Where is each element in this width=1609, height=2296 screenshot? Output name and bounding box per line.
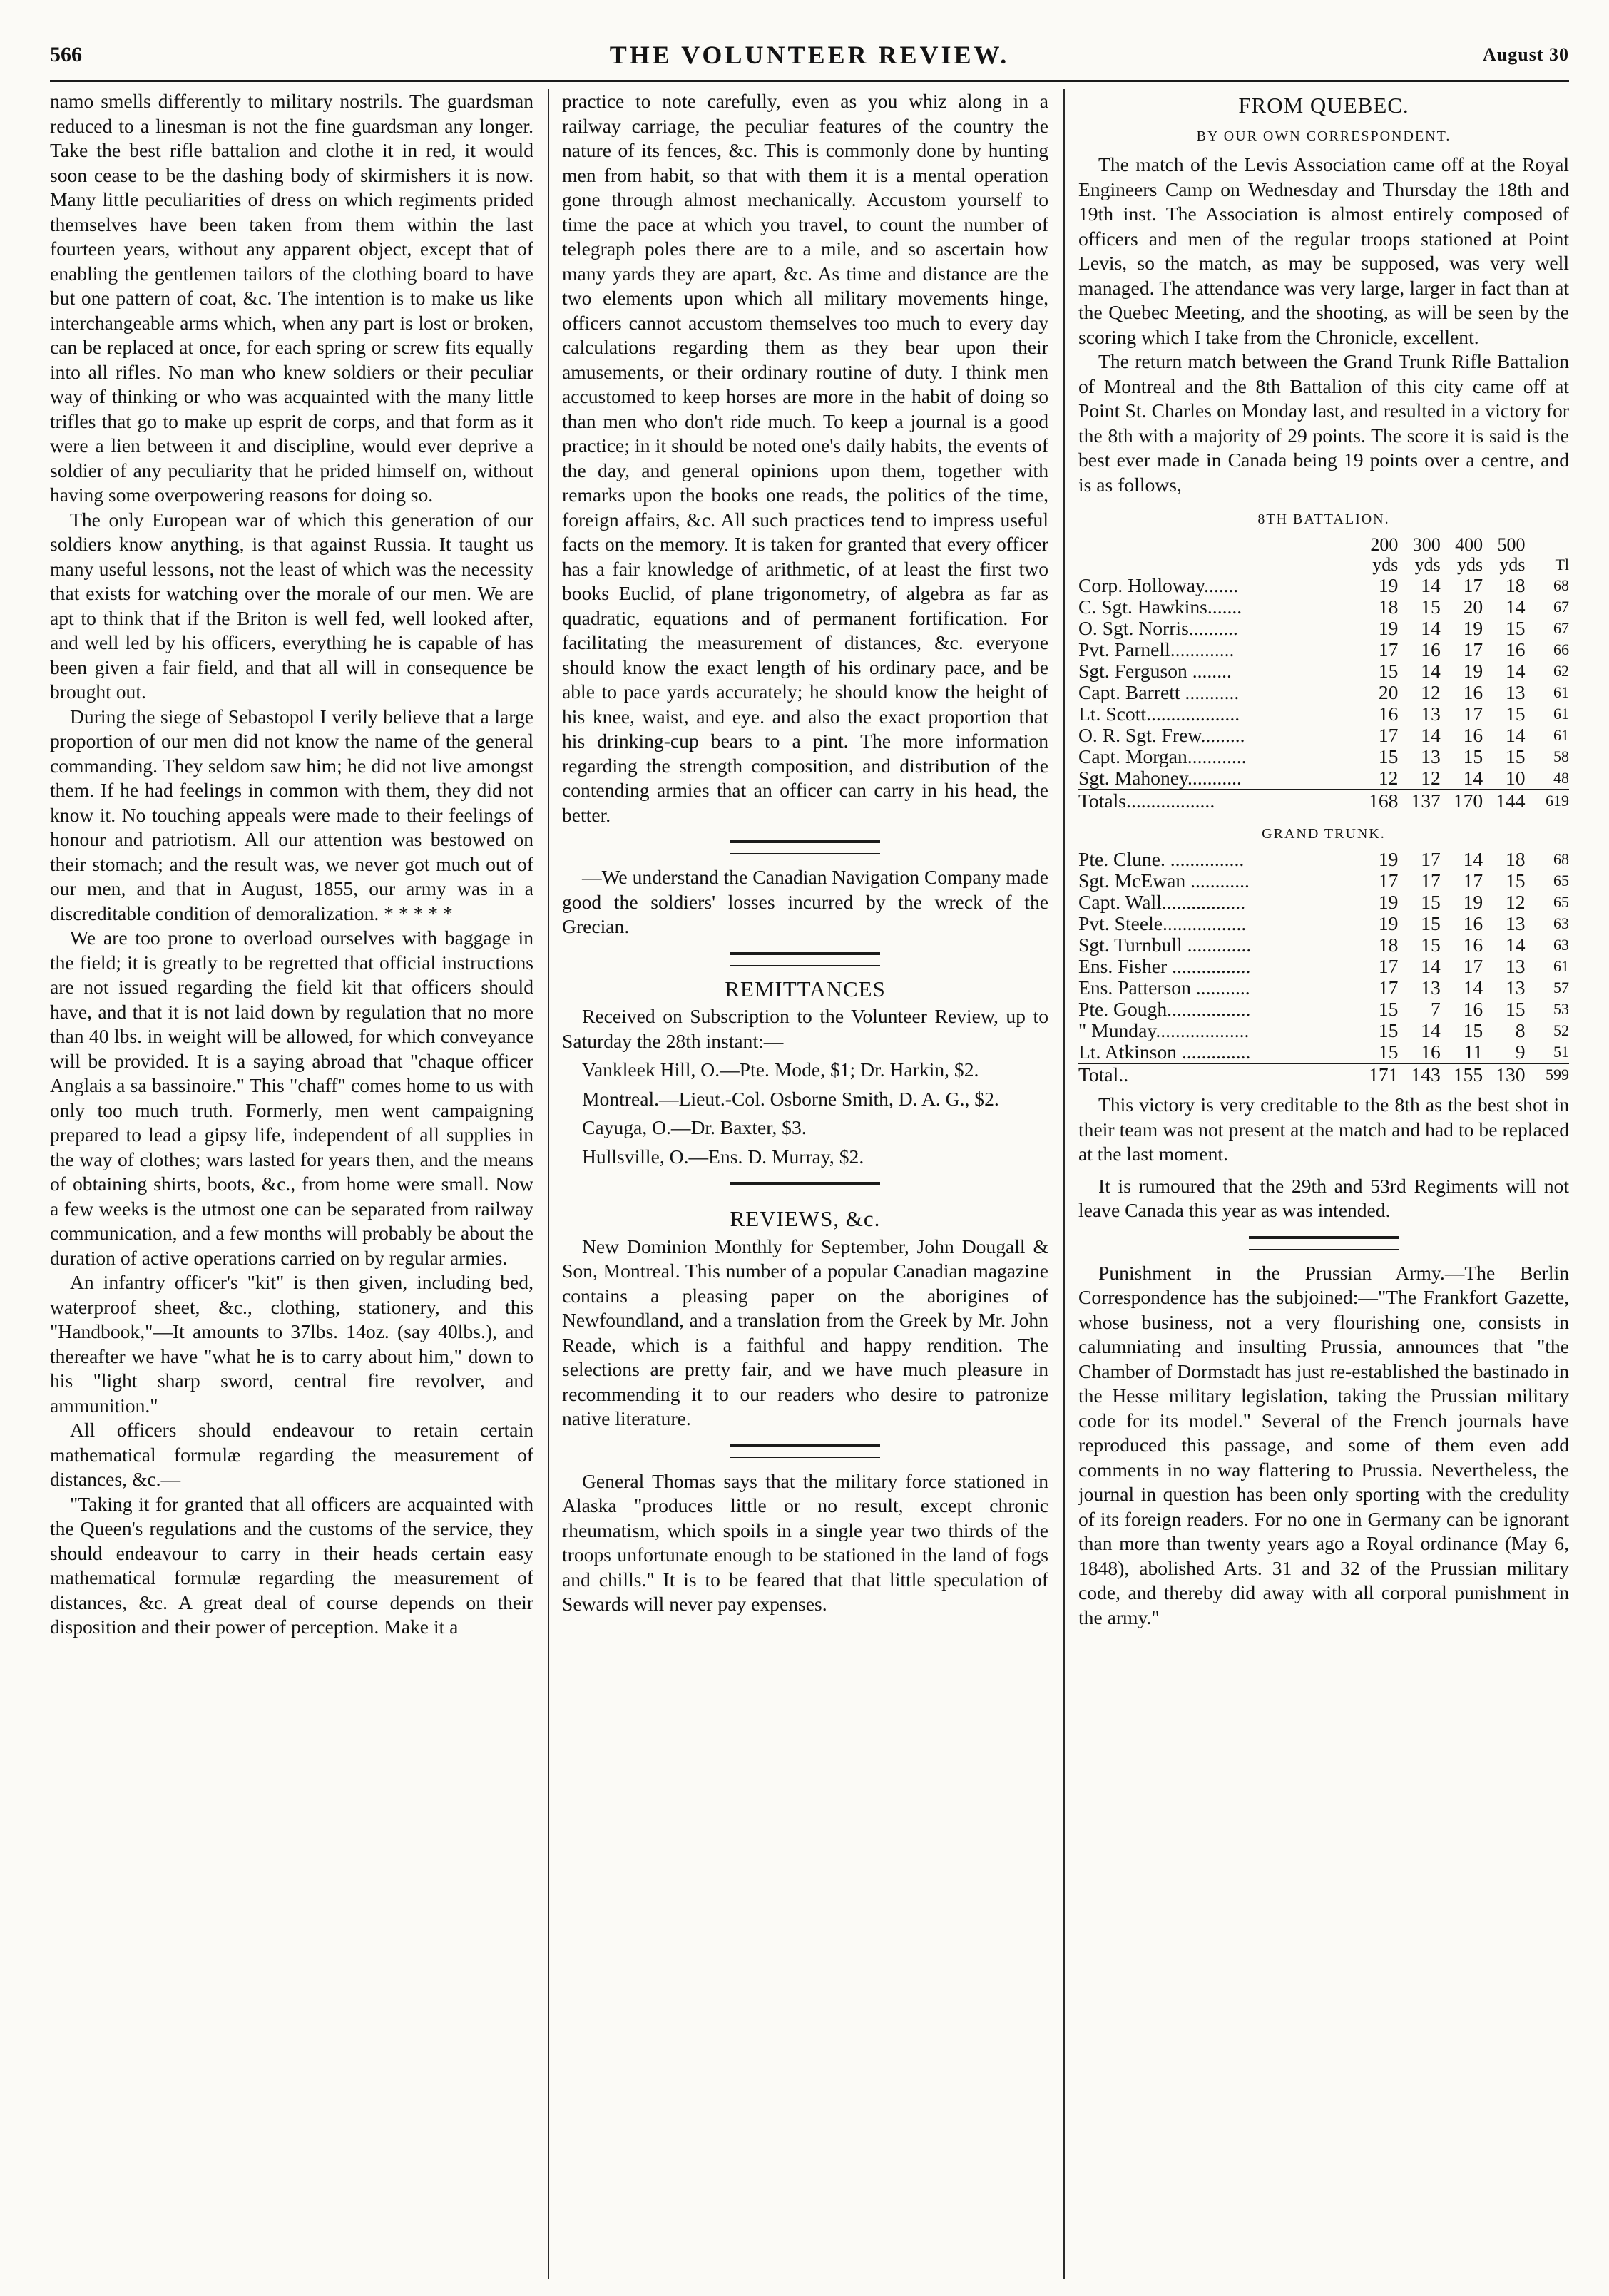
score-row — [1078, 660, 1569, 682]
shooter-name: Sgt. Mahoney........... — [1078, 766, 1242, 789]
shooter-total: 51 — [1553, 1043, 1569, 1061]
score-row — [1078, 934, 1569, 956]
range-score: 15 — [1463, 745, 1483, 767]
range-score: 16 — [1421, 638, 1441, 660]
article-paragraph: namo smells differently to military nostrils. The guardsman reduced to a linesman is not the fine guardsman any longer. Take the best rifle battalion and clothe it in red, it would soon cease to be the dashing body of skirmishers it is now. Many little peculiarities of dress on which regiments prided themselves have been taken from them within the last fourteen years, without any apparent object, except that of enabling the gentlemen tailors of the clothing board to have but one pattern of coat, &c. The intention is to make us like interchangeable arms which, when any part is lost or broken, can be replaced at once, for each spring or screw fits equally into all rifles. No man who knew soldiers or their peculiar way of thinking or who was acquainted with the many little trifles that go to make up esprit de corps, and that form as it were a lien between it and discipline, would ever deprive a soldier of any peculiarity that he prided himself on, without having some overpowering reasons for doing so. — [50, 90, 533, 506]
column-3 — [1078, 89, 1569, 2279]
shooter-name: Lt. Scott................... — [1078, 702, 1240, 725]
range-score: 12 — [1378, 766, 1399, 789]
range-score: 15 — [1378, 745, 1399, 767]
unit-label: yds — [1414, 553, 1441, 575]
shooter-name: Pvt. Steele................. — [1078, 912, 1247, 934]
grand-total: 619 — [1526, 790, 1569, 812]
range-score: 18 — [1505, 573, 1526, 596]
shooter-total: 63 — [1553, 936, 1569, 954]
score-row — [1078, 639, 1569, 660]
score-row — [1078, 870, 1569, 892]
page-number: 566 — [50, 43, 82, 66]
range-score: 14 — [1505, 934, 1526, 956]
correspondent-byline: BY OUR OWN CORRESPONDENT. — [1196, 128, 1451, 144]
range-score: 18 — [1505, 848, 1526, 870]
range-score: 7 — [1431, 998, 1441, 1020]
range-score: 18 — [1378, 595, 1399, 618]
range-score: 15 — [1505, 616, 1526, 639]
totals-row — [1078, 1063, 1569, 1086]
shooter-name: Ens. Patterson ........... — [1078, 976, 1250, 999]
range-score: 15 — [1378, 1019, 1399, 1041]
shooter-name: Capt. Morgan............ — [1078, 745, 1247, 767]
score-row — [1078, 1020, 1569, 1041]
range-score: 16 — [1463, 723, 1483, 746]
shooter-total: 62 — [1553, 661, 1569, 680]
unit-label: yds — [1372, 553, 1399, 575]
range-score: 18 — [1378, 934, 1399, 956]
eighth-battalion-score-table — [1078, 535, 1569, 812]
range-score: 19 — [1378, 616, 1399, 639]
article-paragraph: The only European war of which this generation of our soldiers know anything, is that against Russia. It taught us many useful lessons, not the least of which was the necessity that exists for watching over the morale of our men. We are apt to think that if the Briton is well fed, well looked after, and well led by his officers, everything he is capable of has been given a fair field, and that all will in consequence be brought out. — [50, 508, 533, 703]
column-divider — [1063, 89, 1065, 2279]
shooter-name: Corp. Holloway....... — [1078, 573, 1239, 596]
range-score: 14 — [1421, 1019, 1441, 1041]
section-divider — [1249, 1236, 1399, 1250]
range-score: 16 — [1421, 1041, 1441, 1063]
score-row — [1078, 956, 1569, 977]
masthead-title: THE VOLUNTEER REVIEW. — [609, 41, 1010, 69]
range-score: 17 — [1378, 638, 1399, 660]
score-row — [1078, 725, 1569, 746]
score-row — [1078, 746, 1569, 767]
shooter-name: Sgt. Turnbull ............. — [1078, 934, 1252, 956]
range-score: 19 — [1463, 616, 1483, 639]
range-score: 9 — [1515, 1041, 1526, 1063]
score-row — [1078, 618, 1569, 639]
range-score: 15 — [1421, 891, 1441, 913]
shooter-total: 57 — [1553, 979, 1569, 996]
remittances-intro: Received on Subscription to the Volunteer Review, up to Saturday the 28th instant:— — [562, 1005, 1048, 1052]
range-score: 15 — [1421, 912, 1441, 934]
range-score: 17 — [1378, 955, 1399, 977]
range-total: 137 — [1398, 790, 1440, 812]
article-paragraph: All officers should endeavour to retain certain mathematical formulæ regarding the measurement of distances, &c.— — [50, 1419, 533, 1490]
shooter-total: 65 — [1553, 872, 1569, 889]
unit-header-row — [1078, 555, 1569, 575]
range-score: 14 — [1421, 723, 1441, 746]
section-divider — [730, 952, 880, 966]
range-score: 17 — [1378, 723, 1399, 746]
range-label: 300 — [1412, 534, 1441, 555]
remittance-item: Vankleek Hill, O.—Pte. Mode, $1; Dr. Harkin, $2. — [582, 1058, 979, 1081]
shooter-total: 61 — [1553, 683, 1569, 701]
shooter-total: 48 — [1553, 768, 1569, 787]
range-score: 12 — [1421, 680, 1441, 703]
totals-label: Total.. — [1078, 1063, 1356, 1086]
grand-trunk-heading: GRAND TRUNK. — [1262, 825, 1386, 842]
range-score: 15 — [1505, 998, 1526, 1020]
range-label: 500 — [1497, 534, 1526, 555]
range-score: 16 — [1505, 638, 1526, 660]
shooter-name: Pte. Clune. ............... — [1078, 848, 1245, 870]
score-row — [1078, 977, 1569, 999]
article-paragraph: During the siege of Sebastopol I verily believe that a large proportion of our men did not know the name of the general commanding. They seldom saw him; he did not live amongst them. If he had feelings in common with them, they did not know it. No touching appeals were made to their feelings of honour and patriotism. All our attention was bestowed on their stomach; and the result was, we never got much out of our men, and that in August, 1855, our army was in a discreditable condition of demoralization. * * * * * — [50, 705, 533, 924]
remittances-heading: REMITTANCES — [725, 976, 886, 1001]
shooter-name: Sgt. McEwan ............ — [1078, 869, 1250, 892]
range-score: 15 — [1421, 934, 1441, 956]
range-total: 170 — [1441, 790, 1483, 812]
range-score: 17 — [1463, 955, 1483, 977]
range-score: 14 — [1421, 659, 1441, 682]
column-2 — [562, 89, 1048, 2279]
article-paragraph: An infantry officer's "kit" is then given, including bed, waterproof sheet, &c., clothing, stationery, and this "Handbook,"—It amounts to 37lbs. 14oz. (say 40lbs.), and thereafter we have "what he is to carry about him," down to his "light sharp sword, central fire revolver, and ammunition." — [50, 1271, 533, 1417]
shooter-name: Pte. Gough................. — [1078, 998, 1251, 1020]
score-row — [1078, 999, 1569, 1020]
reviews-heading: REVIEWS, &c. — [730, 1206, 881, 1231]
score-row — [1078, 767, 1569, 790]
range-score: 17 — [1463, 573, 1483, 596]
range-header-row — [1078, 535, 1569, 555]
range-score: 16 — [1463, 998, 1483, 1020]
range-score: 15 — [1421, 595, 1441, 618]
score-row — [1078, 575, 1569, 596]
range-score: 15 — [1378, 998, 1399, 1020]
score-row — [1078, 703, 1569, 725]
range-score: 15 — [1378, 1041, 1399, 1063]
range-score: 16 — [1378, 702, 1399, 725]
range-score: 19 — [1378, 912, 1399, 934]
shooter-name: C. Sgt. Hawkins....... — [1078, 595, 1242, 618]
section-divider — [730, 840, 880, 854]
range-score: 14 — [1463, 848, 1483, 870]
column-1 — [50, 89, 533, 2279]
section-divider — [730, 1444, 880, 1458]
article-paragraph: It is rumoured that the 29th and 53rd Regiments will not leave Canada this year as was intended. — [1078, 1174, 1569, 1221]
article-paragraph: practice to note carefully, even as you whiz along in a railway carriage, the peculiar features of the country the nature of its fences, &c. This is commonly done by hunting men from habit, so that with them it is a mental operation gone through almost mechanically. Accustom yourself to time the pace at which you travel, to count the number of telegraph poles there are to a mile, and so ascertain how many yards they are apart, &c. As time and distance are the two elements upon which all military movements hinge, officers cannot accustom themselves too much to every day calculations regarding them as they bear upon their amusements, or their ordinary routine of duty. I think men accustomed to keep horses are more in the habit of doing so than men who don't ride much. To keep a journal is a good practice; in it should be noted one's daily habits, the events of the day, and general opinions upon them, together with remarks upon the books one reads, the politics of the time, foreign affairs, &c. All such practices tend to impress useful facts on the memory. It is taken for granted that every officer has a fair knowledge of arithmetic, of at least the first two books Euclid, of plane trigonometry, of algebra as far as quadratic, equations and of permanent fortification. For facilitating the measurement of distances, &c. everyone should know the exact length of his ordinary pace, and be able to pace yards accurately; he should know the height of his knee, waist, and eye. and also the exact proportion that his drinking-cup bears to a pint. The more information regarding the strength composition, and distribution of the contending armies that an officer can carry in his head, the better. — [562, 90, 1048, 826]
range-total: 130 — [1483, 1063, 1525, 1086]
remittance-item: Montreal.—Lieut.-Col. Osborne Smith, D. A. G., $2. — [582, 1087, 999, 1110]
range-score: 11 — [1464, 1041, 1483, 1063]
range-total: 155 — [1441, 1063, 1483, 1086]
range-total: 144 — [1483, 790, 1525, 812]
range-score: 13 — [1421, 745, 1441, 767]
score-row — [1078, 682, 1569, 703]
shooter-name: Capt. Wall................. — [1078, 891, 1246, 913]
range-score: 13 — [1505, 955, 1526, 977]
shooter-name: Capt. Barrett ........... — [1078, 680, 1240, 703]
range-label: 400 — [1455, 534, 1483, 555]
article-paragraph: The return match between the Grand Trunk Rifle Battalion of Montreal and the 8th Battalion of this city came off at Point St. Charles on Monday last, and resulted in a victory for the 8th with a majority of 29 points. The score it is said is the best ever made in Canada being 19 points over a centre, and is as follows, — [1078, 350, 1569, 496]
unit-label: yds — [1499, 553, 1526, 575]
article-paragraph: This victory is very creditable to the 8th as the best shot in their team was not present at the match and had to be replaced at the last moment. — [1078, 1093, 1569, 1165]
issue-date: August 30 — [1483, 44, 1569, 65]
range-score: 12 — [1421, 766, 1441, 789]
shooter-total: 66 — [1553, 640, 1569, 658]
range-score: 13 — [1505, 976, 1526, 999]
shooter-name: O. Sgt. Norris.......... — [1078, 616, 1238, 639]
score-row — [1078, 596, 1569, 618]
range-score: 8 — [1515, 1019, 1526, 1041]
range-score: 14 — [1421, 616, 1441, 639]
range-score: 16 — [1463, 934, 1483, 956]
article-paragraph: We are too prone to overload ourselves with baggage in the field; it is greatly to be regretted that official instructions are not issued regarding the field kit that officers should have, and that it is not laid down by regulation that no more than 40 lbs. in weight will be allowed, for which conveyance will be provided. It is a saying abroad that "chaque officer Anglais a sa bassinoire." This "chaff" comes home to us with only too much truth. Formerly, men went campaigning prepared to lead a gipsy life, independent of all supplies in the way of clothes; wars lasted for years then, and the means of obtaining shirts, boots, &c., from home were small. Now a few weeks is the utmost one can be separated from railway communication, and a few months will probably be about the duration of active operations carried on by regular armies. — [50, 927, 533, 1269]
shooter-name: Ens. Fisher ................ — [1078, 955, 1251, 977]
section-divider — [730, 1182, 880, 1195]
range-score: 19 — [1378, 848, 1399, 870]
total-label: Tl — [1555, 555, 1569, 573]
range-score: 15 — [1505, 702, 1526, 725]
shooter-total: 65 — [1553, 893, 1569, 911]
range-score: 14 — [1421, 573, 1441, 596]
range-score: 13 — [1505, 912, 1526, 934]
range-score: 17 — [1421, 869, 1441, 892]
news-item-prussian-army: Punishment in the Prussian Army.—The Berlin Correspondence has the subjoined:—"The Frankfort Gazette, whose business, not a very flourishing one, consists in calumniating and insulting Prussia, announces that "the Chamber of Dormstadt has just re-established the bastinado in the Hesse military legislation, taking the Prussian military code for its model." Several of the French journals have reproduced this passage, and some of them even add comments in no way flattering to Prussia. Nevertheless, the journal in question has been only sporting with the credulity of its foreign readers. For no one in Germany can be ignorant than more than twenty years ago a Royal ordinance (May 6, 1848), abolished Arts. 31 and 32 of the Prussian military code, and thereby did away with all corporal punishment in the army." — [1078, 1261, 1569, 1628]
range-score: 19 — [1378, 573, 1399, 596]
range-score: 16 — [1463, 912, 1483, 934]
range-score: 17 — [1421, 848, 1441, 870]
range-total: 168 — [1356, 790, 1398, 812]
range-score: 15 — [1505, 869, 1526, 892]
shooter-total: 61 — [1553, 704, 1569, 723]
score-row — [1078, 892, 1569, 913]
shooter-name: " Munday................... — [1078, 1019, 1250, 1041]
range-score: 15 — [1505, 745, 1526, 767]
remittance-item: Cayuga, O.—Dr. Baxter, $3. — [582, 1116, 807, 1138]
range-score: 17 — [1378, 976, 1399, 999]
shooter-name: Lt. Atkinson .............. — [1078, 1041, 1251, 1063]
range-score: 14 — [1463, 976, 1483, 999]
range-score: 14 — [1505, 659, 1526, 682]
shooter-total: 68 — [1553, 850, 1569, 868]
header-rule — [50, 80, 1569, 82]
score-row — [1078, 1041, 1569, 1063]
article-paragraph: "Taking it for granted that all officers are acquainted with the Queen's regulations and the customs of the service, they should endeavour to carry in their heads certain easy mathematical formulæ regarding the measurement of distances, &c. A great deal of course depends on their disposition and their power of perception. Make it a — [50, 1492, 533, 1638]
range-score: 13 — [1421, 702, 1441, 725]
shooter-total: 53 — [1553, 1000, 1569, 1018]
shooter-total: 61 — [1553, 957, 1569, 975]
range-score: 19 — [1463, 891, 1483, 913]
shooter-total: 68 — [1553, 576, 1569, 594]
column-divider — [548, 89, 549, 2279]
shooter-total: 52 — [1553, 1021, 1569, 1039]
range-total: 171 — [1356, 1063, 1398, 1086]
range-score: 19 — [1378, 891, 1399, 913]
range-score: 14 — [1463, 766, 1483, 789]
shooter-name: Pvt. Parnell............. — [1078, 638, 1235, 660]
news-item-general-thomas: General Thomas says that the military force stationed in Alaska "produces little or no result, except chronic rheumatism, which spoils in a single year two thirds of the troops unfortunate enough to be stationed in the land of fogs and chills." It is to be feared that that little speculation of Sewards will never pay expenses. — [562, 1469, 1048, 1615]
totals-row — [1078, 790, 1569, 812]
shooter-name: Sgt. Ferguson ........ — [1078, 659, 1232, 682]
article-paragraph: The match of the Levis Association came off at the Royal Engineers Camp on Wednesday and Thursday the 18th and 19th inst. The Association is almost entirely composed of officers and men of the regular troops stationed at Point Levis, so the match, as may be supposed, was very well managed. The attendance was very large, larger in fact than at the Quebec Meeting, and the shooting, as will be seen by the scoring which I take from the Chronicle, excellent. — [1078, 153, 1569, 348]
score-row — [1078, 913, 1569, 934]
range-score: 17 — [1463, 638, 1483, 660]
range-score: 17 — [1378, 869, 1399, 892]
shooter-name: O. R. Sgt. Frew......... — [1078, 723, 1245, 746]
shooter-total: 67 — [1553, 618, 1569, 637]
grand-total: 599 — [1526, 1063, 1569, 1086]
range-score: 15 — [1463, 1019, 1483, 1041]
score-row — [1078, 849, 1569, 870]
range-score: 16 — [1463, 680, 1483, 703]
range-score: 20 — [1378, 680, 1399, 703]
unit-label: yds — [1457, 553, 1483, 575]
eighth-battalion-heading: 8TH BATTALION. — [1257, 511, 1390, 527]
range-score: 12 — [1505, 891, 1526, 913]
from-quebec-heading: FROM QUEBEC. — [1238, 93, 1409, 118]
range-score: 14 — [1505, 595, 1526, 618]
range-total: 143 — [1398, 1063, 1440, 1086]
page-header — [50, 37, 1569, 78]
grand-trunk-score-table — [1078, 849, 1569, 1086]
range-score: 13 — [1505, 680, 1526, 703]
range-score: 13 — [1421, 976, 1441, 999]
range-score: 15 — [1378, 659, 1399, 682]
shooter-total: 63 — [1553, 914, 1569, 932]
shooter-total: 58 — [1553, 747, 1569, 765]
range-score: 17 — [1463, 869, 1483, 892]
range-score: 14 — [1505, 723, 1526, 746]
remittance-item: Hullsville, O.—Ens. D. Murray, $2. — [582, 1145, 864, 1168]
shooter-total: 61 — [1553, 725, 1569, 744]
shooter-total: 67 — [1553, 597, 1569, 616]
news-item-canadian-navigation: —We understand the Canadian Navigation Company made good the soldiers' losses incurred by the wreck of the Grecian. — [562, 866, 1048, 937]
range-score: 20 — [1463, 595, 1483, 618]
review-paragraph: New Dominion Monthly for September, John Dougall & Son, Montreal. This number of a popular Canadian magazine contains a pleasing paper on the aborigines of Newfoundland, and a translation from the Greek by Mr. John Reade, which is a faithful and happy rendition. The selections are pretty fair, and we have much pleasure in recommending it to our readers who desire to patronize native literature. — [562, 1235, 1048, 1429]
range-score: 14 — [1421, 955, 1441, 977]
range-label: 200 — [1370, 534, 1399, 555]
range-score: 17 — [1463, 702, 1483, 725]
totals-label: Totals.................. — [1078, 790, 1356, 812]
range-score: 10 — [1505, 766, 1526, 789]
range-score: 19 — [1463, 659, 1483, 682]
